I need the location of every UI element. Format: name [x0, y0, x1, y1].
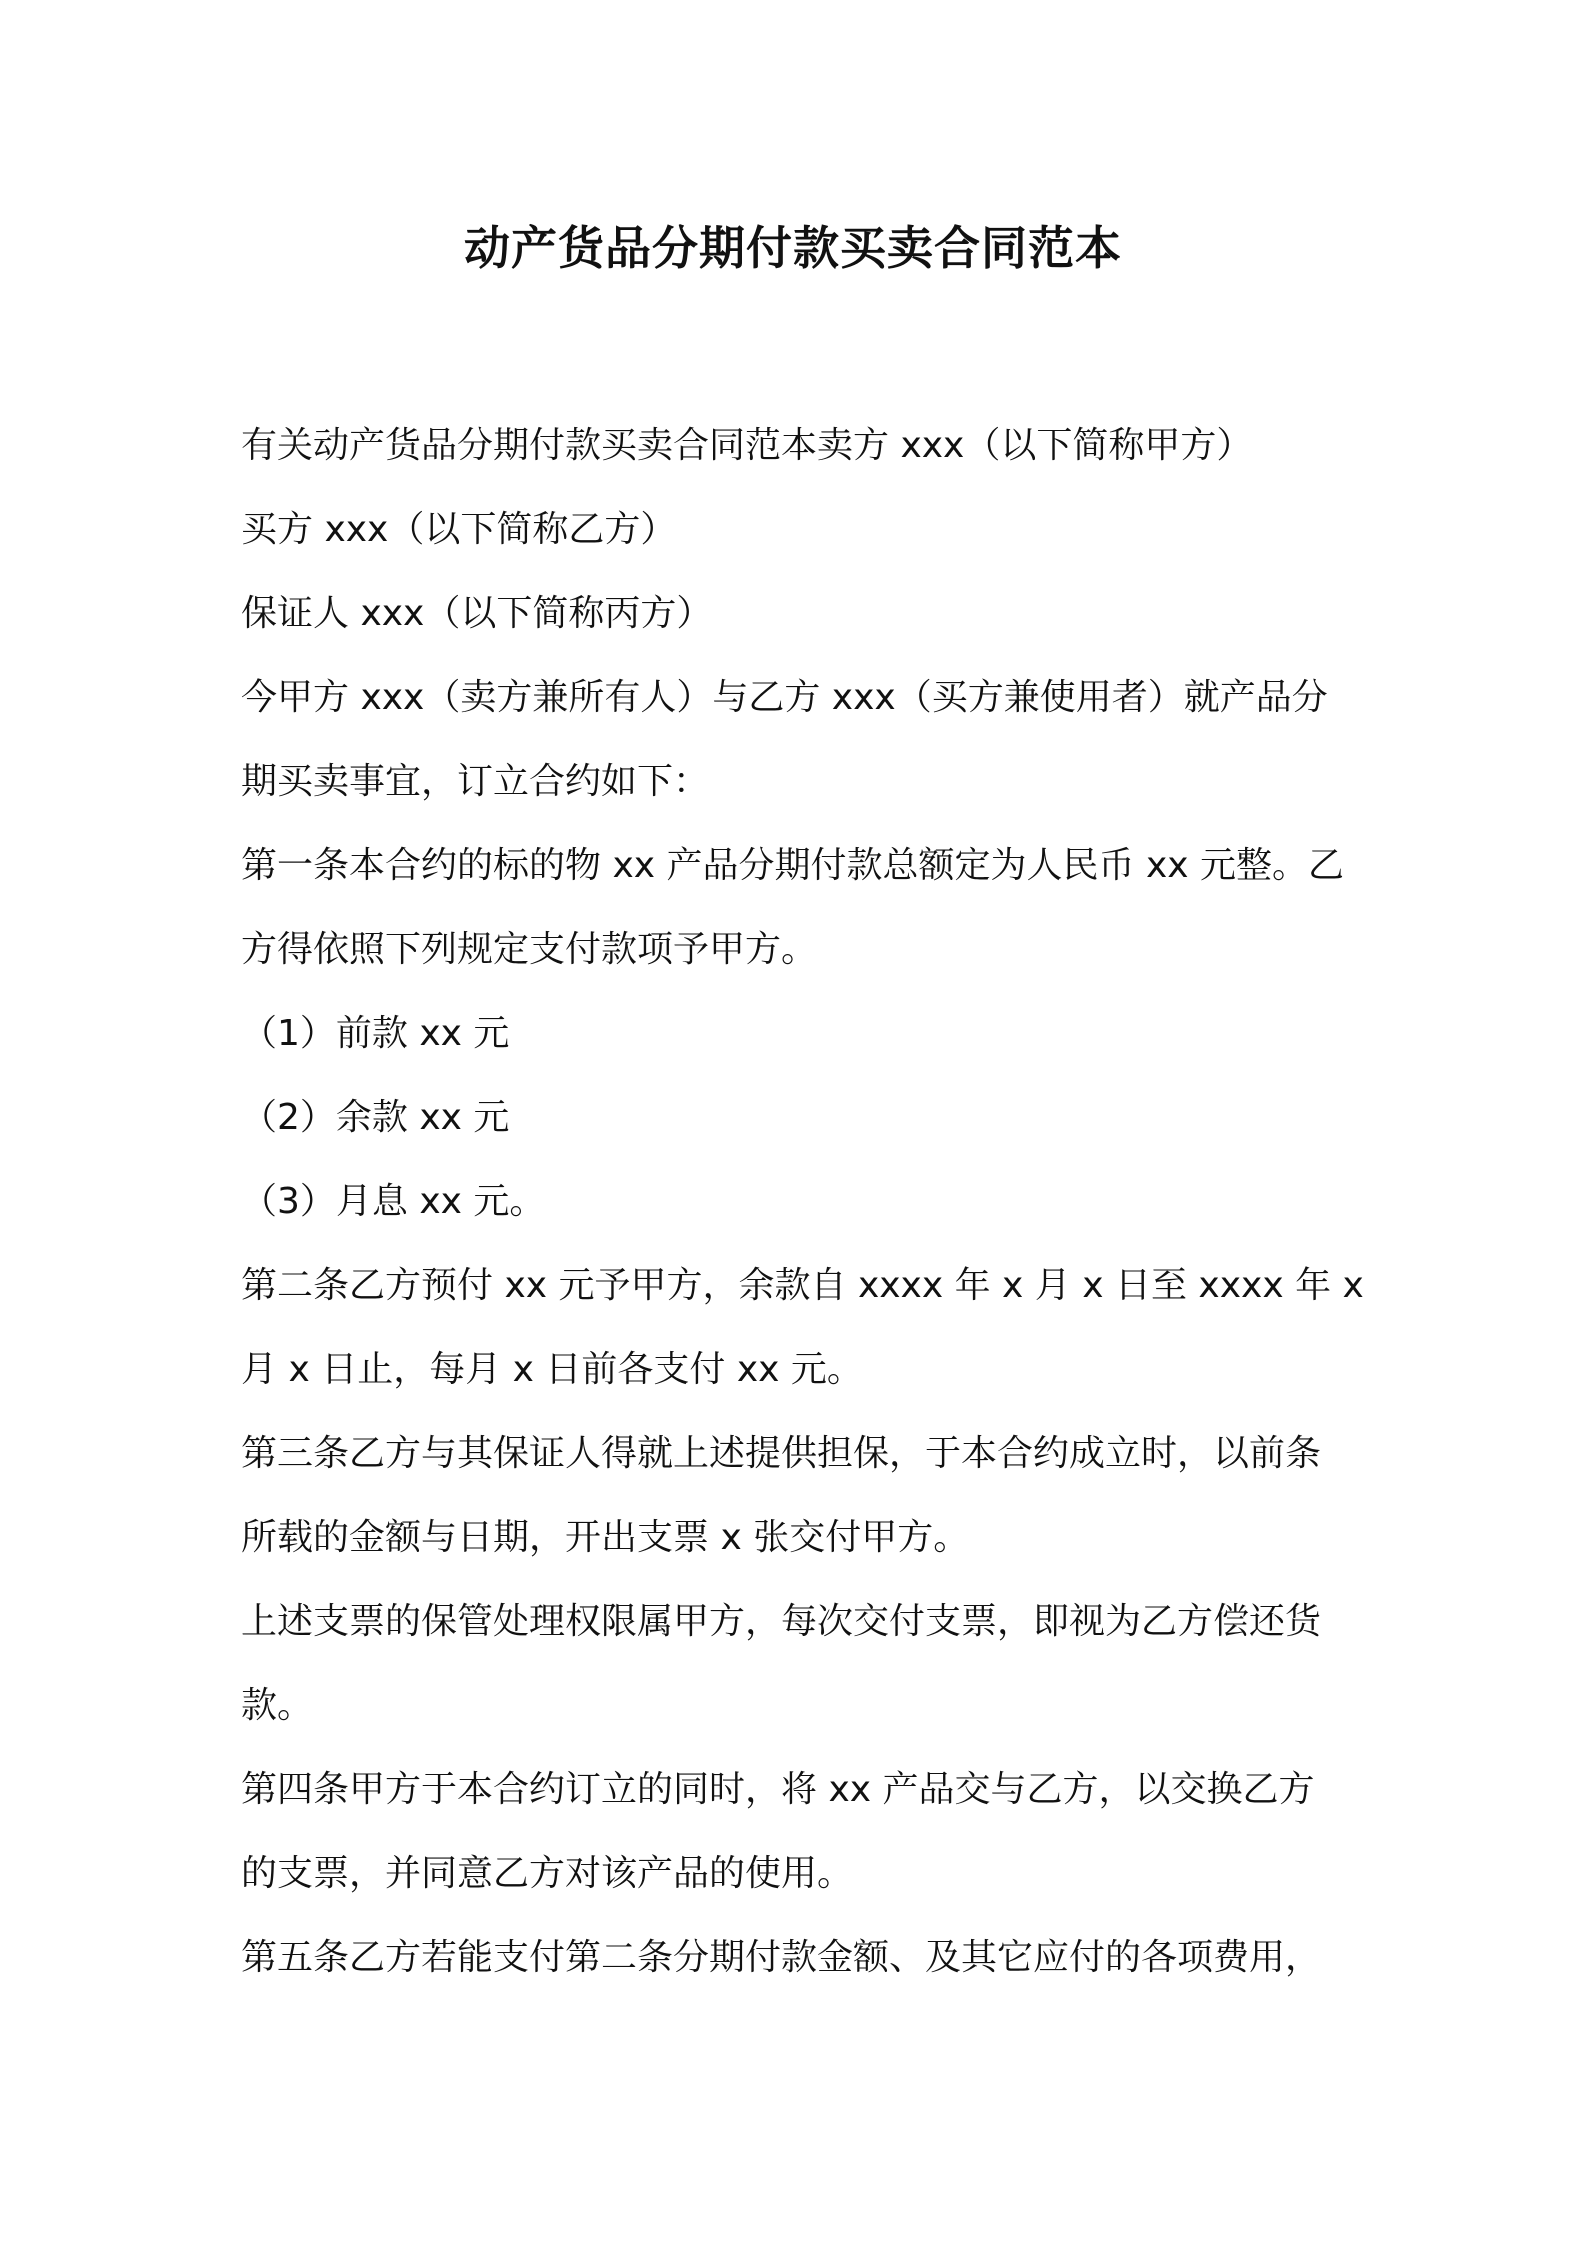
paragraph-line: 第五条乙方若能支付第二条分期付款金额、及其它应付的各项费用， — [241, 1937, 1322, 1978]
list-item: （3）月息 xx 元。 — [241, 1181, 546, 1222]
paragraph-line: 第二条乙方预付 xx 元予甲方，余款自 xxxx 年 x 月 x 日至 xxxx 年 x — [241, 1265, 1364, 1306]
paragraph-line: 今甲方 xxx（卖方兼所有人）与乙方 xxx（买方兼使用者）就产品分 — [241, 677, 1328, 718]
paragraph-line: 第四条甲方于本合约订立的同时，将 xx 产品交与乙方，以交换乙方 — [241, 1769, 1315, 1810]
paragraph-line: 保证人 xxx（以下简称丙方） — [241, 593, 713, 634]
paragraph-line: 有关动产货品分期付款买卖合同范本卖方 xxx（以下简称甲方） — [241, 425, 1253, 466]
list-item: （1）前款 xx 元 — [241, 1013, 510, 1054]
paragraph-line: 的支票，并同意乙方对该产品的使用。 — [241, 1853, 854, 1894]
document-body — [241, 404, 1364, 2000]
paragraph-line: 所载的金额与日期，开出支票 x 张交付甲方。 — [241, 1517, 970, 1558]
paragraph-line: 第一条本合约的标的物 xx 产品分期付款总额定为人民币 xx 元整。乙 — [241, 845, 1344, 886]
paragraph-line: 月 x 日止，每月 x 日前各支付 xx 元。 — [241, 1349, 863, 1390]
paragraph-line: 方得依照下列规定支付款项予甲方。 — [241, 929, 818, 970]
paragraph-line: 上述支票的保管处理权限属甲方，每次交付支票，即视为乙方偿还货 — [241, 1601, 1322, 1642]
document-title: 动产货品分期付款买卖合同范本 — [464, 221, 1122, 275]
paragraph-line: 款。 — [241, 1685, 314, 1726]
paragraph-line: 买方 xxx（以下简称乙方） — [241, 509, 677, 550]
list-item: （2）余款 xx 元 — [241, 1097, 510, 1138]
paragraph-line: 期买卖事宜，订立合约如下： — [241, 761, 710, 802]
paragraph-line: 第三条乙方与其保证人得就上述提供担保，于本合约成立时，以前条 — [241, 1433, 1322, 1474]
